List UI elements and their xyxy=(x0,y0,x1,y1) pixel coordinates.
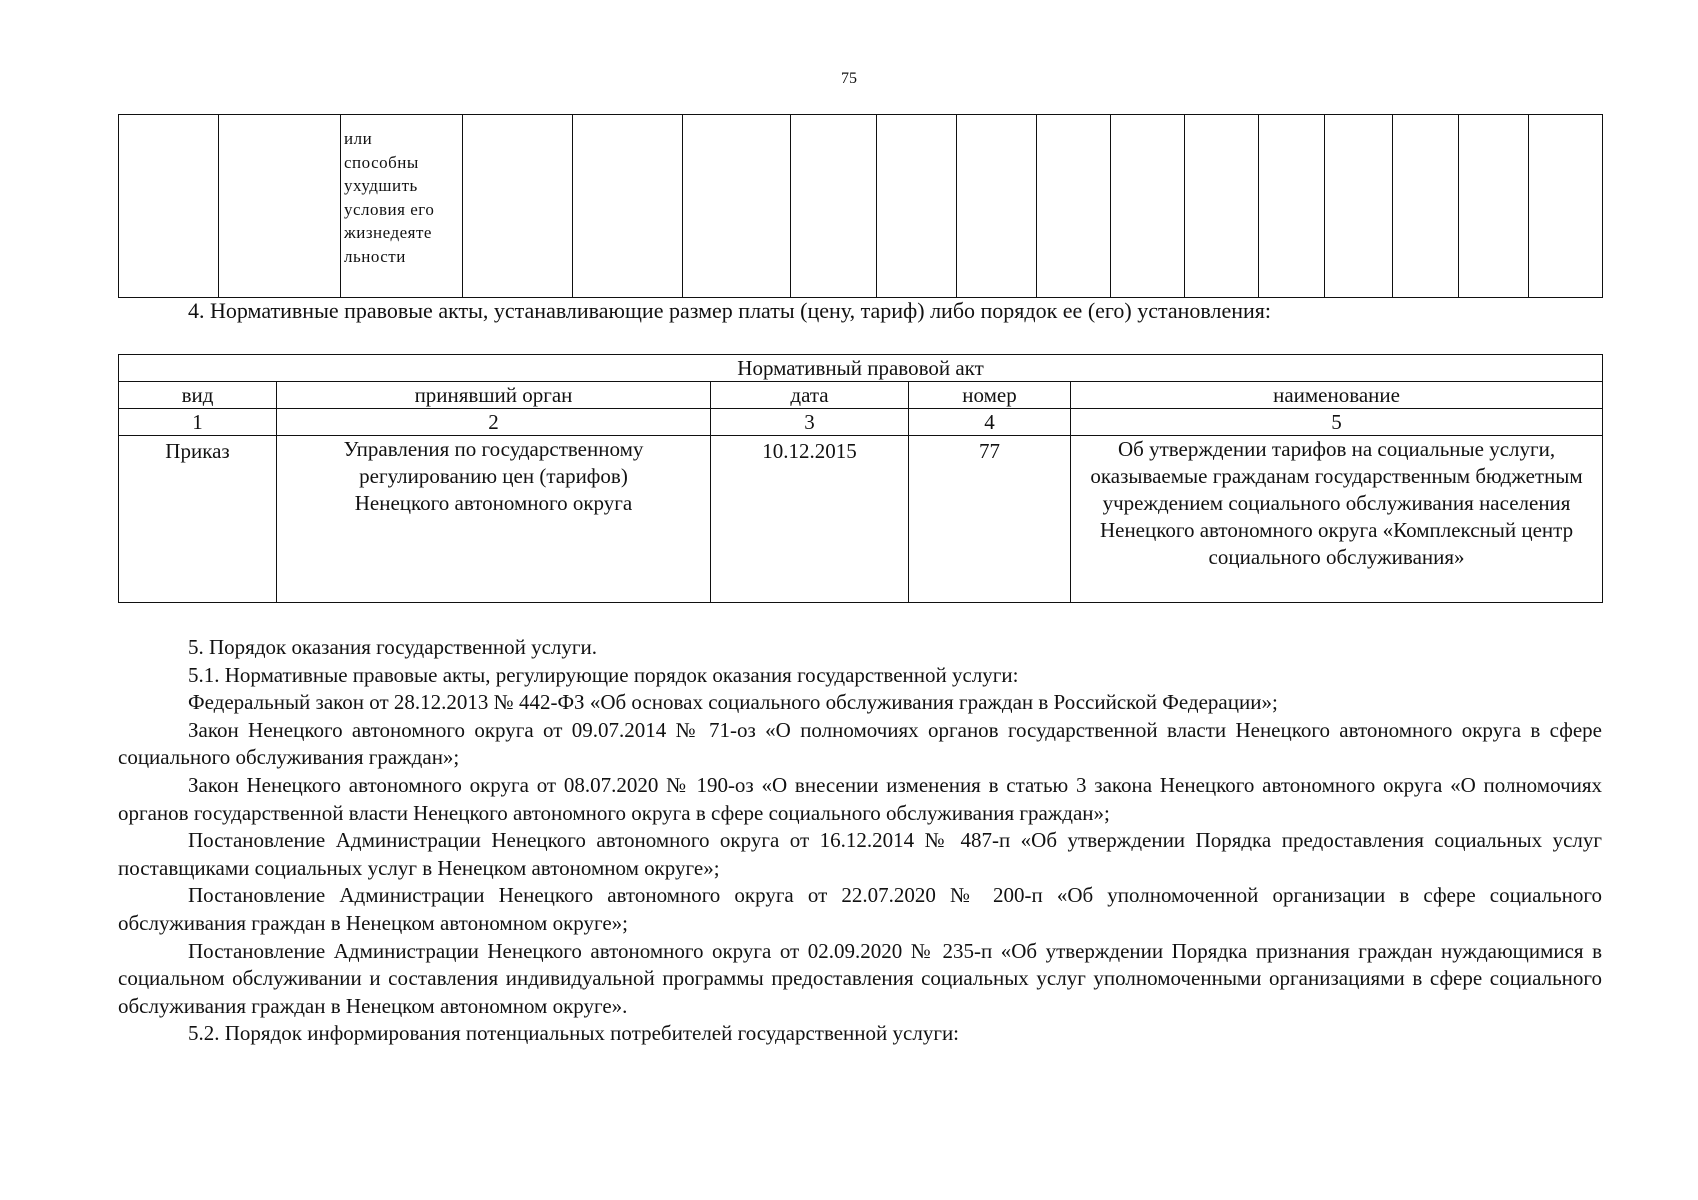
column-number: 2 xyxy=(277,409,711,436)
section-4-heading: 4. Нормативные правовые акты, устанавливающие размер платы (цену, тариф) либо порядок ее (его) установления: xyxy=(188,298,1272,323)
cont-cell xyxy=(791,115,877,298)
column-number: 4 xyxy=(909,409,1071,436)
table-caption: Нормативный правовой акт xyxy=(119,355,1603,382)
cont-cell-text: или способны ухудшить условия его жизнедеяте льности xyxy=(341,115,463,298)
act-kind: Приказ xyxy=(119,436,277,603)
cont-cell xyxy=(1259,115,1325,298)
header-name: наименование xyxy=(1071,382,1603,409)
act-number: 77 xyxy=(909,436,1071,603)
paragraph: Закон Ненецкого автономного округа от 08.07.2020 № 190-оз «О внесении изменения в статью 3 закона Ненецкого автономного округа «О полномочиях органов государственной власти Ненецкого автономного округа в сфере социального обслуживания граждан»; xyxy=(118,772,1602,825)
page-number: 75 xyxy=(841,70,857,87)
paragraph: Постановление Администрации Ненецкого автономного округа от 16.12.2014 № 487-п «Об утверждении Порядка предоставления социальных услуг поставщиками социальных услуг в Ненецком автономном округе»; xyxy=(118,828,1602,880)
paragraph: 5. Порядок оказания государственной услуги. xyxy=(188,635,597,659)
cont-cell xyxy=(573,115,683,298)
cont-cell xyxy=(1459,115,1529,298)
section-5-text xyxy=(118,634,1602,1048)
cont-cell xyxy=(1037,115,1111,298)
header-number: номер xyxy=(909,382,1071,409)
act-name: Об утверждении тарифов на социальные услуги, оказываемые гражданам государственным бюджетным учреждением социального обслуживания населения Ненецкого автономного округа «Комплексный центр социального обслуживания» xyxy=(1071,436,1603,603)
continuation-table xyxy=(118,114,1603,298)
cont-cell xyxy=(1325,115,1393,298)
column-number: 1 xyxy=(119,409,277,436)
cont-cell xyxy=(1185,115,1259,298)
header-authority: принявший орган xyxy=(277,382,711,409)
cont-cell xyxy=(219,115,341,298)
paragraph: 5.2. Порядок информирования потенциальных потребителей государственной услуги: xyxy=(188,1021,960,1046)
act-date: 10.12.2015 xyxy=(711,436,909,603)
cont-cell xyxy=(1529,115,1603,298)
header-kind: вид xyxy=(119,382,277,409)
column-number: 3 xyxy=(711,409,909,436)
paragraph: Постановление Администрации Ненецкого автономного округа от 02.09.2020 № 235-п «Об утверждении Порядка признания граждан нуждающимися в социальном обслуживании и составления индивидуальной программы предоставления социальных услуг уполномоченными организациями в сфере социального обслуживания граждан в Ненецком автономном округе». xyxy=(118,938,1602,1018)
cont-cell xyxy=(119,115,219,298)
act-authority: Управления по государственному регулированию цен (тарифов) Ненецкого автономного округа xyxy=(277,436,711,603)
table-row xyxy=(119,436,1603,603)
header-date: дата xyxy=(711,382,909,409)
paragraph: Постановление Администрации Ненецкого автономного округа от 22.07.2020 № 200-п «Об уполномоченной организации в сфере социального обслуживания граждан в Ненецком автономном округе»; xyxy=(118,883,1602,935)
cont-cell xyxy=(877,115,957,298)
cont-cell xyxy=(1393,115,1459,298)
paragraph: Федеральный закон от 28.12.2013 № 442-ФЗ «Об основах социального обслуживания граждан в Российской Федерации»; xyxy=(188,690,1278,715)
normative-acts-table xyxy=(118,354,1603,603)
column-number: 5 xyxy=(1071,409,1603,436)
paragraph: Закон Ненецкого автономного округа от 09.07.2014 № 71-оз «О полномочиях органов государственной власти Ненецкого автономного округа в сфере социального обслуживания граждан»; xyxy=(118,717,1602,770)
paragraph: 5.1. Нормативные правовые акты, регулирующие порядок оказания государственной услуги: xyxy=(188,662,1019,687)
cont-cell xyxy=(683,115,791,298)
cont-cell xyxy=(1111,115,1185,298)
cont-cell xyxy=(957,115,1037,298)
cont-cell xyxy=(463,115,573,298)
